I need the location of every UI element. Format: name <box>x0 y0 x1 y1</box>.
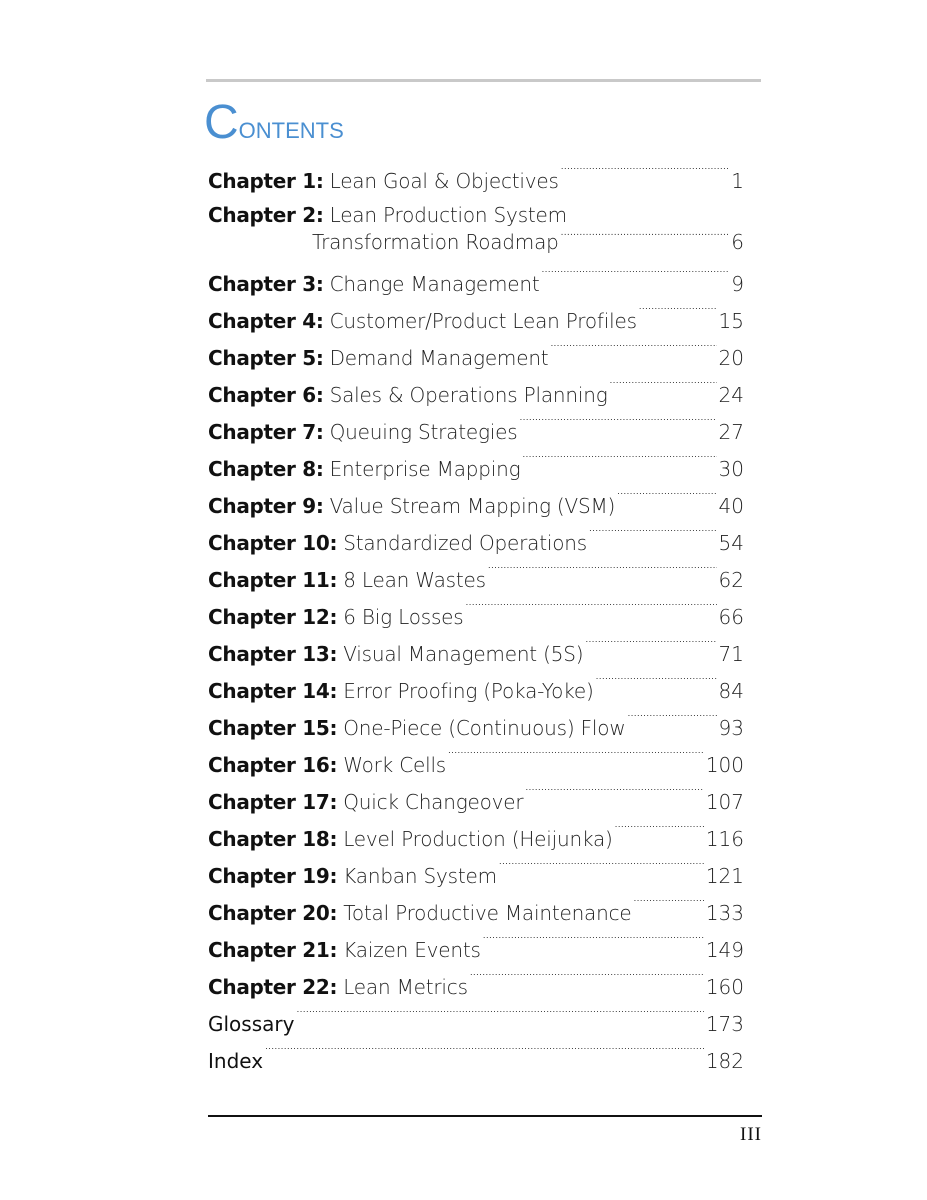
toc-entry-glossary[interactable] <box>208 1006 744 1043</box>
toc-entry-index[interactable] <box>208 1043 744 1080</box>
dot-leader <box>596 678 717 698</box>
toc-entry-chapter-3[interactable] <box>208 266 744 303</box>
toc-page: 93 <box>718 716 744 740</box>
toc-label: Chapter 14: <box>208 679 338 703</box>
toc-title: Standardized Operations <box>343 531 587 555</box>
top-rule <box>206 79 761 82</box>
toc-title: Level Production (Heijunka) <box>343 827 613 851</box>
toc-page: 20 <box>718 346 744 370</box>
dot-leader <box>561 168 730 188</box>
toc-label: Chapter 12: <box>208 605 338 629</box>
toc-title: Sales & Operations Planning <box>329 383 608 407</box>
toc-title: 6 Big Losses <box>343 605 464 629</box>
toc-title: Lean Goal & Objectives <box>329 169 559 193</box>
toc-page: 107 <box>705 790 744 814</box>
toc-entry-chapter-22[interactable] <box>208 969 744 1006</box>
toc-entry-chapter-12[interactable] <box>208 599 744 636</box>
dot-leader <box>525 789 703 809</box>
toc-entry-chapter-17[interactable] <box>208 784 744 821</box>
toc-page: 62 <box>718 568 744 592</box>
toc-label: Chapter 2: <box>208 203 324 227</box>
toc-label: Chapter 18: <box>208 827 338 851</box>
toc-label: Chapter 13: <box>208 642 338 666</box>
page-title <box>204 95 344 155</box>
toc-entry-chapter-10[interactable] <box>208 525 744 562</box>
toc-entry-chapter-4[interactable] <box>208 303 744 340</box>
toc-title-continued: Transformation Roadmap <box>312 230 559 254</box>
toc-entry-chapter-20[interactable] <box>208 895 744 932</box>
toc-title: Error Proofing (Poka-Yoke) <box>343 679 594 703</box>
toc-label: Chapter 21: <box>208 938 338 962</box>
toc-entry-chapter-7[interactable] <box>208 414 744 451</box>
toc-page: 84 <box>718 679 744 703</box>
dot-leader <box>296 1011 703 1031</box>
toc-entry-chapter-15[interactable] <box>208 710 744 747</box>
toc-title: Lean Production System <box>329 203 567 227</box>
toc-label: Glossary <box>208 1012 295 1036</box>
toc-page: 71 <box>718 642 744 666</box>
title-rest: ontents <box>238 109 344 145</box>
toc-entry-chapter-6[interactable] <box>208 377 744 414</box>
toc-page: 100 <box>705 753 744 777</box>
toc-page: 121 <box>705 864 744 888</box>
toc-entry-chapter-14[interactable] <box>208 673 744 710</box>
toc-entry-chapter-9[interactable] <box>208 488 744 525</box>
dot-leader <box>627 715 716 735</box>
toc-label: Chapter 20: <box>208 901 338 925</box>
dot-leader <box>633 900 703 920</box>
dot-leader <box>470 974 704 994</box>
toc-title: Demand Management <box>329 346 549 370</box>
toc-page: 1 <box>731 169 744 193</box>
toc-entry-chapter-19[interactable] <box>208 858 744 895</box>
dot-leader <box>483 937 704 957</box>
dot-leader <box>589 530 717 550</box>
dot-leader <box>610 382 717 402</box>
dot-leader <box>466 604 717 624</box>
toc-label: Index <box>208 1049 264 1073</box>
bottom-rule <box>208 1115 762 1117</box>
page-number: III <box>740 1124 762 1145</box>
dot-leader <box>639 308 717 328</box>
toc-entry-chapter-21[interactable] <box>208 932 744 969</box>
toc-label: Chapter 9: <box>208 494 324 518</box>
toc-page: 9 <box>731 272 744 296</box>
toc-entry-chapter-1[interactable] <box>208 163 744 200</box>
toc-page: 182 <box>705 1049 744 1073</box>
toc-page: 54 <box>718 531 744 555</box>
toc-label: Chapter 16: <box>208 753 338 777</box>
toc-label: Chapter 22: <box>208 975 338 999</box>
toc-title: Work Cells <box>343 753 447 777</box>
toc-title: Change Management <box>329 272 540 296</box>
toc-title: 8 Lean Wastes <box>343 568 486 592</box>
dot-leader <box>561 229 730 249</box>
dot-leader <box>522 456 716 476</box>
toc-entry-chapter-2[interactable] <box>208 202 744 256</box>
toc-label: Chapter 6: <box>208 383 324 407</box>
toc-entry-chapter-13[interactable] <box>208 636 744 673</box>
toc-entry-chapter-8[interactable] <box>208 451 744 488</box>
toc-label: Chapter 1: <box>208 169 324 193</box>
toc-label: Chapter 11: <box>208 568 338 592</box>
dot-leader <box>499 863 704 883</box>
toc-title: Total Productive Maintenance <box>343 901 632 925</box>
toc-label: Chapter 3: <box>208 272 324 296</box>
dot-leader <box>617 493 716 513</box>
table-of-contents <box>208 163 744 1080</box>
toc-entry-chapter-11[interactable] <box>208 562 744 599</box>
toc-label: Chapter 17: <box>208 790 338 814</box>
dot-leader <box>550 345 716 365</box>
toc-title: Visual Management (5S) <box>343 642 584 666</box>
toc-label: Chapter 8: <box>208 457 324 481</box>
toc-page: 116 <box>705 827 744 851</box>
toc-title: Kaizen Events <box>343 938 481 962</box>
toc-title: Customer/Product Lean Profiles <box>329 309 637 333</box>
toc-label: Chapter 10: <box>208 531 338 555</box>
toc-page: 160 <box>705 975 744 999</box>
toc-page: 6 <box>731 230 744 254</box>
toc-entry-chapter-16[interactable] <box>208 747 744 784</box>
dot-leader <box>488 567 717 587</box>
toc-label: Chapter 5: <box>208 346 324 370</box>
toc-entry-chapter-5[interactable] <box>208 340 744 377</box>
toc-label: Chapter 19: <box>208 864 338 888</box>
toc-page: 173 <box>705 1012 744 1036</box>
dot-leader <box>448 752 704 772</box>
title-initial: C <box>204 96 239 149</box>
dot-leader <box>519 419 716 439</box>
toc-page: 149 <box>705 938 744 962</box>
toc-page: 27 <box>718 420 744 444</box>
toc-label: Chapter 7: <box>208 420 324 444</box>
toc-title: Value Stream Mapping (VSM) <box>329 494 616 518</box>
toc-title: One-Piece (Continuous) Flow <box>343 716 626 740</box>
toc-page: 15 <box>718 309 744 333</box>
toc-title: Kanban System <box>343 864 497 888</box>
dot-leader <box>585 641 716 661</box>
toc-page: 133 <box>705 901 744 925</box>
toc-entry-chapter-18[interactable] <box>208 821 744 858</box>
dot-leader <box>542 271 730 291</box>
dot-leader <box>265 1048 704 1068</box>
toc-title: Lean Metrics <box>343 975 468 999</box>
toc-title: Queuing Strategies <box>329 420 518 444</box>
toc-page: 40 <box>718 494 744 518</box>
toc-title: Enterprise Mapping <box>329 457 521 481</box>
dot-leader <box>615 826 704 846</box>
toc-label: Chapter 4: <box>208 309 324 333</box>
toc-page: 24 <box>718 383 744 407</box>
toc-label: Chapter 15: <box>208 716 338 740</box>
toc-page: 66 <box>718 605 744 629</box>
toc-title: Quick Changeover <box>343 790 524 814</box>
toc-page: 30 <box>718 457 744 481</box>
